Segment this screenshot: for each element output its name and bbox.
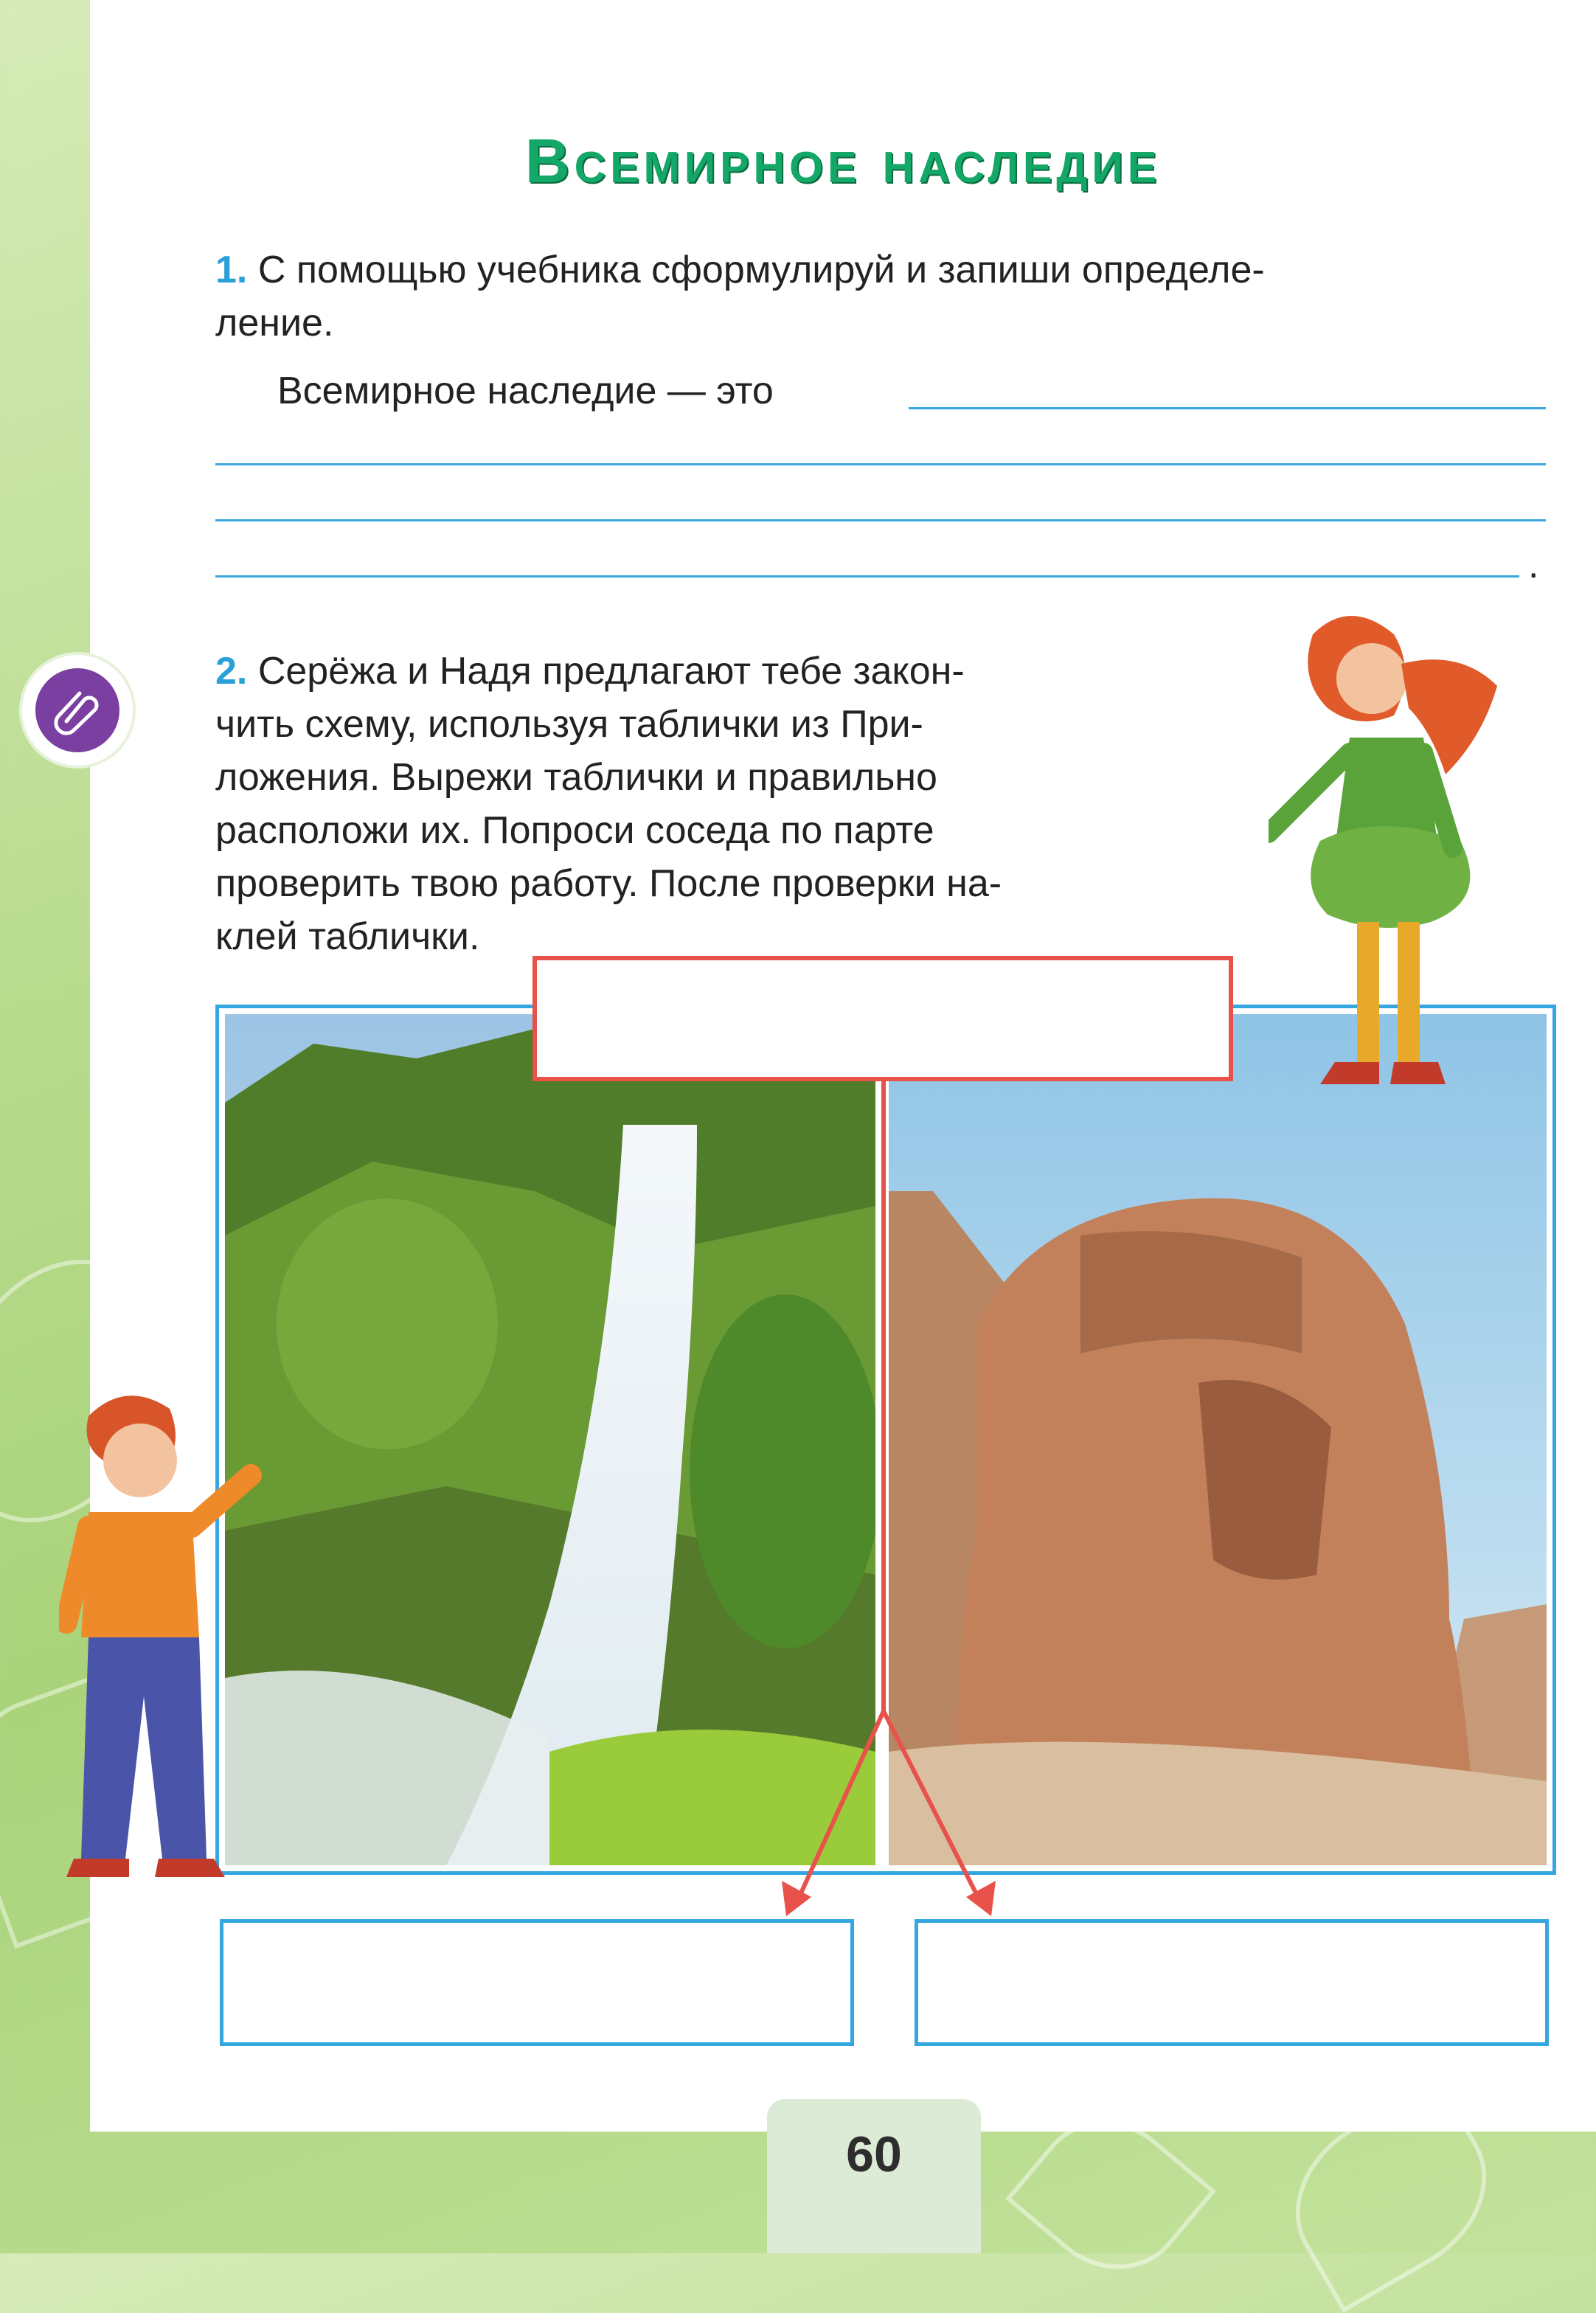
task2-line1: 2. Серёжа и Надя предлагают тебе закон- (215, 650, 965, 693)
connector-left (797, 1711, 884, 1903)
task2-line3: ложения. Вырежи таблички и правильно (215, 756, 937, 799)
boy-illustration (59, 1387, 280, 1888)
scheme-top-box[interactable] (532, 956, 1233, 1081)
page-title: Всемирное наследие (524, 126, 1162, 195)
task2-line5: проверить твою работу. После проверки на- (215, 862, 1002, 905)
connector-right (884, 1711, 981, 1903)
task1-line1: С помощью учебника сформулируй и запиши определе- (257, 249, 1265, 291)
scheme-left-box[interactable] (220, 1919, 854, 2046)
task2-line6: клей таблички. (215, 915, 480, 958)
girl-illustration (1269, 605, 1578, 1121)
task2-line4: расположи их. Попроси соседа по парте (215, 809, 934, 852)
arrow-left-icon (782, 1881, 811, 1916)
task1-line2: ление. (215, 302, 334, 344)
page-number: 60 (846, 2126, 902, 2182)
task1-number: 1. (215, 249, 248, 291)
task2-line2: чить схему, используя таблички из При- (215, 703, 923, 746)
scheme-right-box[interactable] (915, 1919, 1549, 2046)
answer-end-mark: . (1528, 544, 1539, 586)
task1-prompt: Всемирное наследие — это (277, 370, 774, 412)
task2-number: 2. (215, 650, 248, 693)
